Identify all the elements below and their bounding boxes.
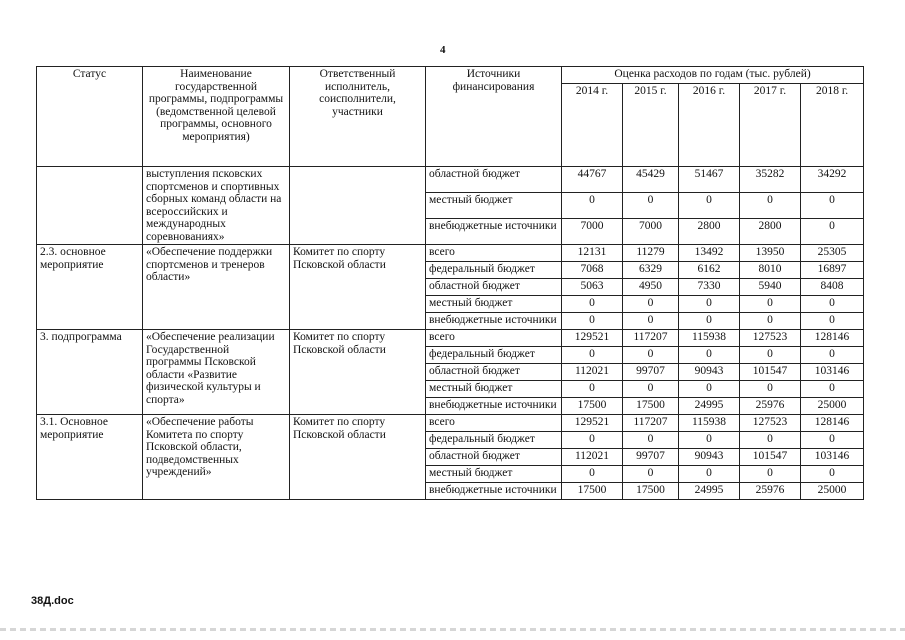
row-value: 90943 <box>679 449 740 466</box>
row-value: 99707 <box>623 449 679 466</box>
row-value: 0 <box>801 347 864 364</box>
row-value: 0 <box>623 296 679 313</box>
scan-edge <box>0 628 905 631</box>
header-year: 2017 г. <box>740 84 801 167</box>
row-name: «Обеспечение поддержки спортсменов и тренеров области» <box>143 245 290 330</box>
header-status: Статус <box>37 67 143 167</box>
row-value: 115938 <box>679 415 740 432</box>
header-year: 2015 г. <box>623 84 679 167</box>
table-row <box>37 330 864 347</box>
row-status: 3. подпрограмма <box>37 330 143 415</box>
row-source: федеральный бюджет <box>426 347 562 364</box>
row-value: 0 <box>562 466 623 483</box>
row-source: внебюджетные источники <box>426 313 562 330</box>
row-value: 0 <box>623 193 679 219</box>
row-value: 0 <box>740 296 801 313</box>
row-responsible <box>290 167 426 245</box>
table-row <box>37 415 864 432</box>
row-value: 0 <box>740 432 801 449</box>
table-row <box>37 245 864 262</box>
row-value: 7330 <box>679 279 740 296</box>
row-value: 0 <box>623 381 679 398</box>
row-value: 0 <box>801 313 864 330</box>
row-value: 7000 <box>562 219 623 245</box>
row-value: 24995 <box>679 398 740 415</box>
row-value: 129521 <box>562 415 623 432</box>
row-source: всего <box>426 245 562 262</box>
row-value: 0 <box>623 313 679 330</box>
row-source: местный бюджет <box>426 296 562 313</box>
row-source: местный бюджет <box>426 466 562 483</box>
row-value: 5940 <box>740 279 801 296</box>
row-source: местный бюджет <box>426 193 562 219</box>
row-value: 128146 <box>801 330 864 347</box>
table-row <box>37 167 864 193</box>
row-value: 44767 <box>562 167 623 193</box>
row-value: 6162 <box>679 262 740 279</box>
row-value: 0 <box>623 347 679 364</box>
row-source: федеральный бюджет <box>426 432 562 449</box>
page-number: 4 <box>440 44 446 56</box>
row-source: федеральный бюджет <box>426 262 562 279</box>
row-value: 0 <box>679 296 740 313</box>
row-source: областной бюджет <box>426 364 562 381</box>
row-value: 0 <box>562 193 623 219</box>
row-value: 103146 <box>801 364 864 381</box>
row-responsible: Комитет по спорту Псковской области <box>290 330 426 415</box>
row-value: 0 <box>562 296 623 313</box>
row-value: 12131 <box>562 245 623 262</box>
row-value: 8408 <box>801 279 864 296</box>
row-value: 0 <box>562 432 623 449</box>
row-source: внебюджетные источники <box>426 398 562 415</box>
row-value: 25000 <box>801 483 864 500</box>
row-value: 112021 <box>562 364 623 381</box>
row-value: 117207 <box>623 415 679 432</box>
row-value: 115938 <box>679 330 740 347</box>
row-value: 0 <box>562 313 623 330</box>
row-value: 17500 <box>562 483 623 500</box>
row-value: 0 <box>679 313 740 330</box>
row-name: «Обеспечение работы Комитета по спорту Псковской области, подведомственных учреждений» <box>143 415 290 500</box>
row-status: 2.3. основное мероприятие <box>37 245 143 330</box>
row-value: 0 <box>679 466 740 483</box>
header-year: 2014 г. <box>562 84 623 167</box>
row-value: 7068 <box>562 262 623 279</box>
row-value: 13492 <box>679 245 740 262</box>
row-value: 8010 <box>740 262 801 279</box>
row-responsible: Комитет по спорту Псковской области <box>290 415 426 500</box>
row-source: всего <box>426 415 562 432</box>
row-value: 13950 <box>740 245 801 262</box>
row-name: «Обеспечение реализации Государственной программы Псковской области «Развитие физической культуры и спорта» <box>143 330 290 415</box>
row-value: 34292 <box>801 167 864 193</box>
row-value: 25976 <box>740 398 801 415</box>
row-value: 128146 <box>801 415 864 432</box>
row-value: 17500 <box>623 398 679 415</box>
row-value: 25976 <box>740 483 801 500</box>
row-value: 25305 <box>801 245 864 262</box>
row-value: 11279 <box>623 245 679 262</box>
row-value: 16897 <box>801 262 864 279</box>
row-value: 0 <box>679 381 740 398</box>
row-value: 101547 <box>740 449 801 466</box>
row-value: 0 <box>562 347 623 364</box>
row-source: всего <box>426 330 562 347</box>
row-value: 127523 <box>740 415 801 432</box>
row-value: 0 <box>623 466 679 483</box>
row-responsible: Комитет по спорту Псковской области <box>290 245 426 330</box>
row-value: 24995 <box>679 483 740 500</box>
row-value: 0 <box>679 432 740 449</box>
row-value: 0 <box>740 313 801 330</box>
row-value: 0 <box>801 193 864 219</box>
row-value: 0 <box>562 381 623 398</box>
row-value: 0 <box>623 432 679 449</box>
row-value: 0 <box>679 347 740 364</box>
row-value: 103146 <box>801 449 864 466</box>
budget-table <box>36 66 864 500</box>
row-source: областной бюджет <box>426 167 562 193</box>
header-name: Наименование государственной программы, подпрограммы (ведомственной целевой программы, основного мероприятия) <box>143 67 290 167</box>
row-status <box>37 167 143 245</box>
row-value: 35282 <box>740 167 801 193</box>
header-year: 2018 г. <box>801 84 864 167</box>
row-value: 117207 <box>623 330 679 347</box>
row-value: 45429 <box>623 167 679 193</box>
row-value: 112021 <box>562 449 623 466</box>
row-value: 0 <box>801 432 864 449</box>
row-status: 3.1. Основное мероприятие <box>37 415 143 500</box>
row-value: 129521 <box>562 330 623 347</box>
row-value: 0 <box>740 466 801 483</box>
row-value: 0 <box>801 219 864 245</box>
row-value: 0 <box>740 347 801 364</box>
row-value: 7000 <box>623 219 679 245</box>
header-responsible: Ответственный исполнитель, соисполнители, участники <box>290 67 426 167</box>
row-value: 0 <box>801 381 864 398</box>
row-source: областной бюджет <box>426 449 562 466</box>
row-value: 17500 <box>623 483 679 500</box>
row-source: местный бюджет <box>426 381 562 398</box>
row-value: 0 <box>801 296 864 313</box>
row-name: выступления псковских спортсменов и спортивных сборных команд области на всероссийских и международных соревнованиях» <box>143 167 290 245</box>
header-year: 2016 г. <box>679 84 740 167</box>
row-value: 6329 <box>623 262 679 279</box>
row-value: 51467 <box>679 167 740 193</box>
row-value: 5063 <box>562 279 623 296</box>
row-value: 4950 <box>623 279 679 296</box>
row-source: внебюджетные источники <box>426 219 562 245</box>
row-value: 99707 <box>623 364 679 381</box>
header-sources: Источники финансирования <box>426 67 562 167</box>
row-value: 0 <box>740 193 801 219</box>
row-source: внебюджетные источники <box>426 483 562 500</box>
row-value: 101547 <box>740 364 801 381</box>
row-value: 127523 <box>740 330 801 347</box>
row-value: 90943 <box>679 364 740 381</box>
row-source: областной бюджет <box>426 279 562 296</box>
footer-filename: 38Д.doc <box>31 595 74 607</box>
row-value: 0 <box>679 193 740 219</box>
row-value: 25000 <box>801 398 864 415</box>
row-value: 0 <box>740 381 801 398</box>
header-estimate: Оценка расходов по годам (тыс. рублей) <box>562 67 864 84</box>
row-value: 0 <box>801 466 864 483</box>
row-value: 17500 <box>562 398 623 415</box>
row-value: 2800 <box>740 219 801 245</box>
row-value: 2800 <box>679 219 740 245</box>
